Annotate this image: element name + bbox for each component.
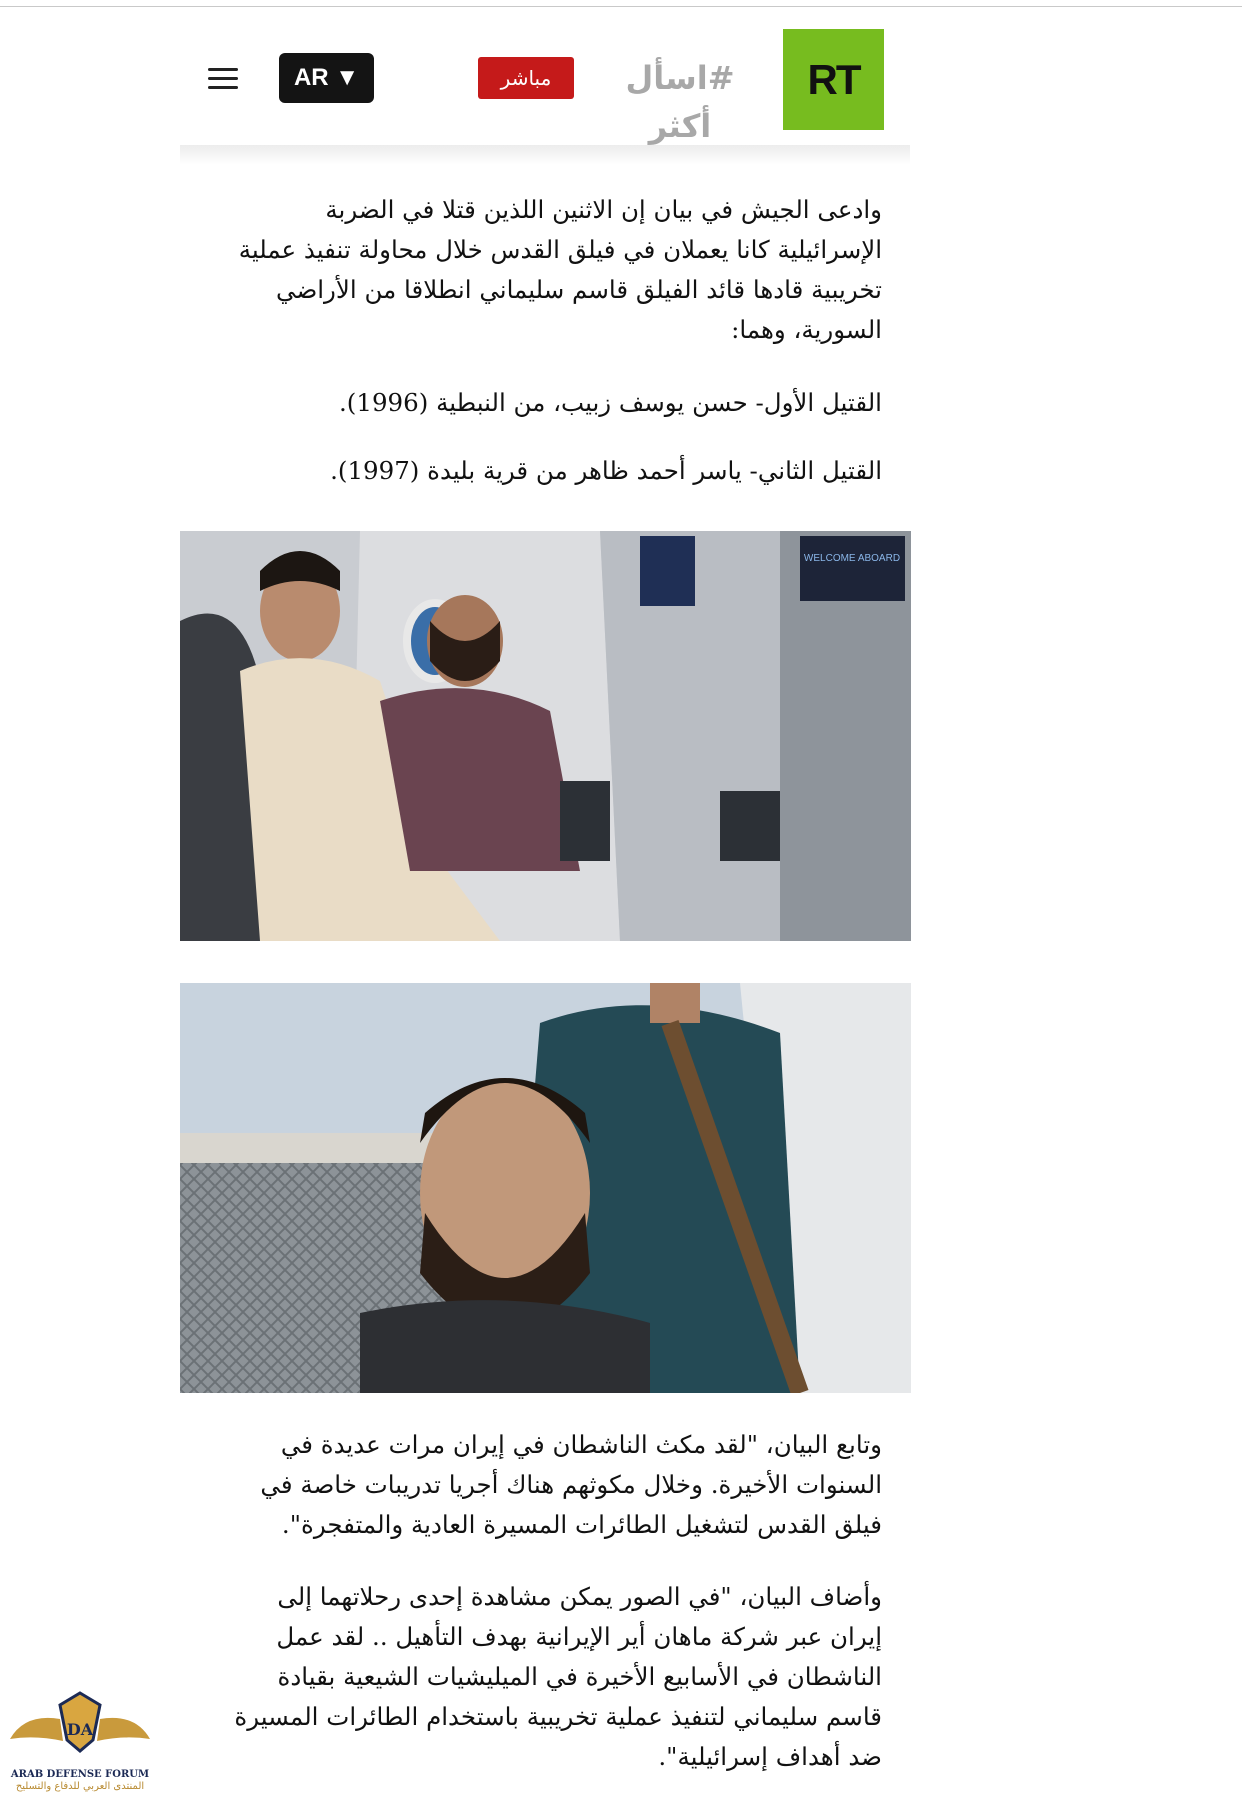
- rt-logo-text: RT: [807, 55, 860, 103]
- article-paragraph-4: وتابع البيان، "لقد مكث الناشطان في إيران مرات عديدة في السنوات الأخيرة. وخلال مكوثهم هناك أجريا تدريبات خاصة في فيلق القدس لتشغيل الطائرات المسيرة العادية والمتفجرة".: [260, 1430, 882, 1539]
- article-paragraph-3: القتيل الثاني- ياسر أحمد ظاهر من قرية بليدة (1997).: [330, 456, 882, 485]
- article-paragraph-1: وادعى الجيش في بيان إن الاثنين اللذين قتلا في الضربة الإسرائيلية كانا يعملان في فيلق القدس خلال محاولة تنفيذ عملية تخريبية قادها قائد الفيلق قاسم سليماني انطلاقا من الأراضي السورية، وهما:: [238, 195, 882, 344]
- photo-boarding-stairs-illustration: [180, 983, 911, 1393]
- photo-airplane-cabin-illustration: [180, 531, 911, 941]
- article-photo-airplane-cabin: [180, 531, 911, 941]
- top-divider: [0, 6, 1242, 7]
- header-shadow: [180, 145, 910, 165]
- article-photo-boarding-stairs: [180, 983, 911, 1393]
- language-selector-button[interactable]: AR ▼: [279, 53, 374, 103]
- rt-logo[interactable]: [783, 29, 884, 130]
- screen-text: WELCOME ABOARD: [803, 553, 901, 564]
- eagle-emblem-icon: [5, 1685, 155, 1763]
- arab-defense-forum-watermark: [5, 1685, 155, 1795]
- watermark-tagline: المنتدى العربي للدفاع والتسليح: [15, 1781, 145, 1792]
- article-paragraph-2: القتيل الأول- حسن يوسف زبيب، من النبطية (1996).: [339, 388, 882, 417]
- watermark-initials: DA: [66, 1720, 94, 1739]
- article-paragraph-5: وأضاف البيان، "في الصور يمكن مشاهدة إحدى رحلاتهما إلى إيران عبر شركة ماهان أير الإيرانية بهدف التأهيل .. لقد عمل الناشطان في الأسابيع الأخيرة في الميليشيات الشيعية بقيادة قاسم سليماني لتنفيذ عملية تخريبية باستخدام الطائرات المسيرة ضد أهداف إسرائيلية".: [234, 1582, 882, 1771]
- live-button[interactable]: مباشر: [478, 57, 574, 99]
- ask-more-link[interactable]: #اسأل أكثر: [625, 59, 735, 145]
- watermark-name: ARAB DEFENSE FORUM: [10, 1769, 150, 1780]
- site-header: [180, 20, 910, 145]
- hamburger-menu-icon[interactable]: [208, 66, 238, 92]
